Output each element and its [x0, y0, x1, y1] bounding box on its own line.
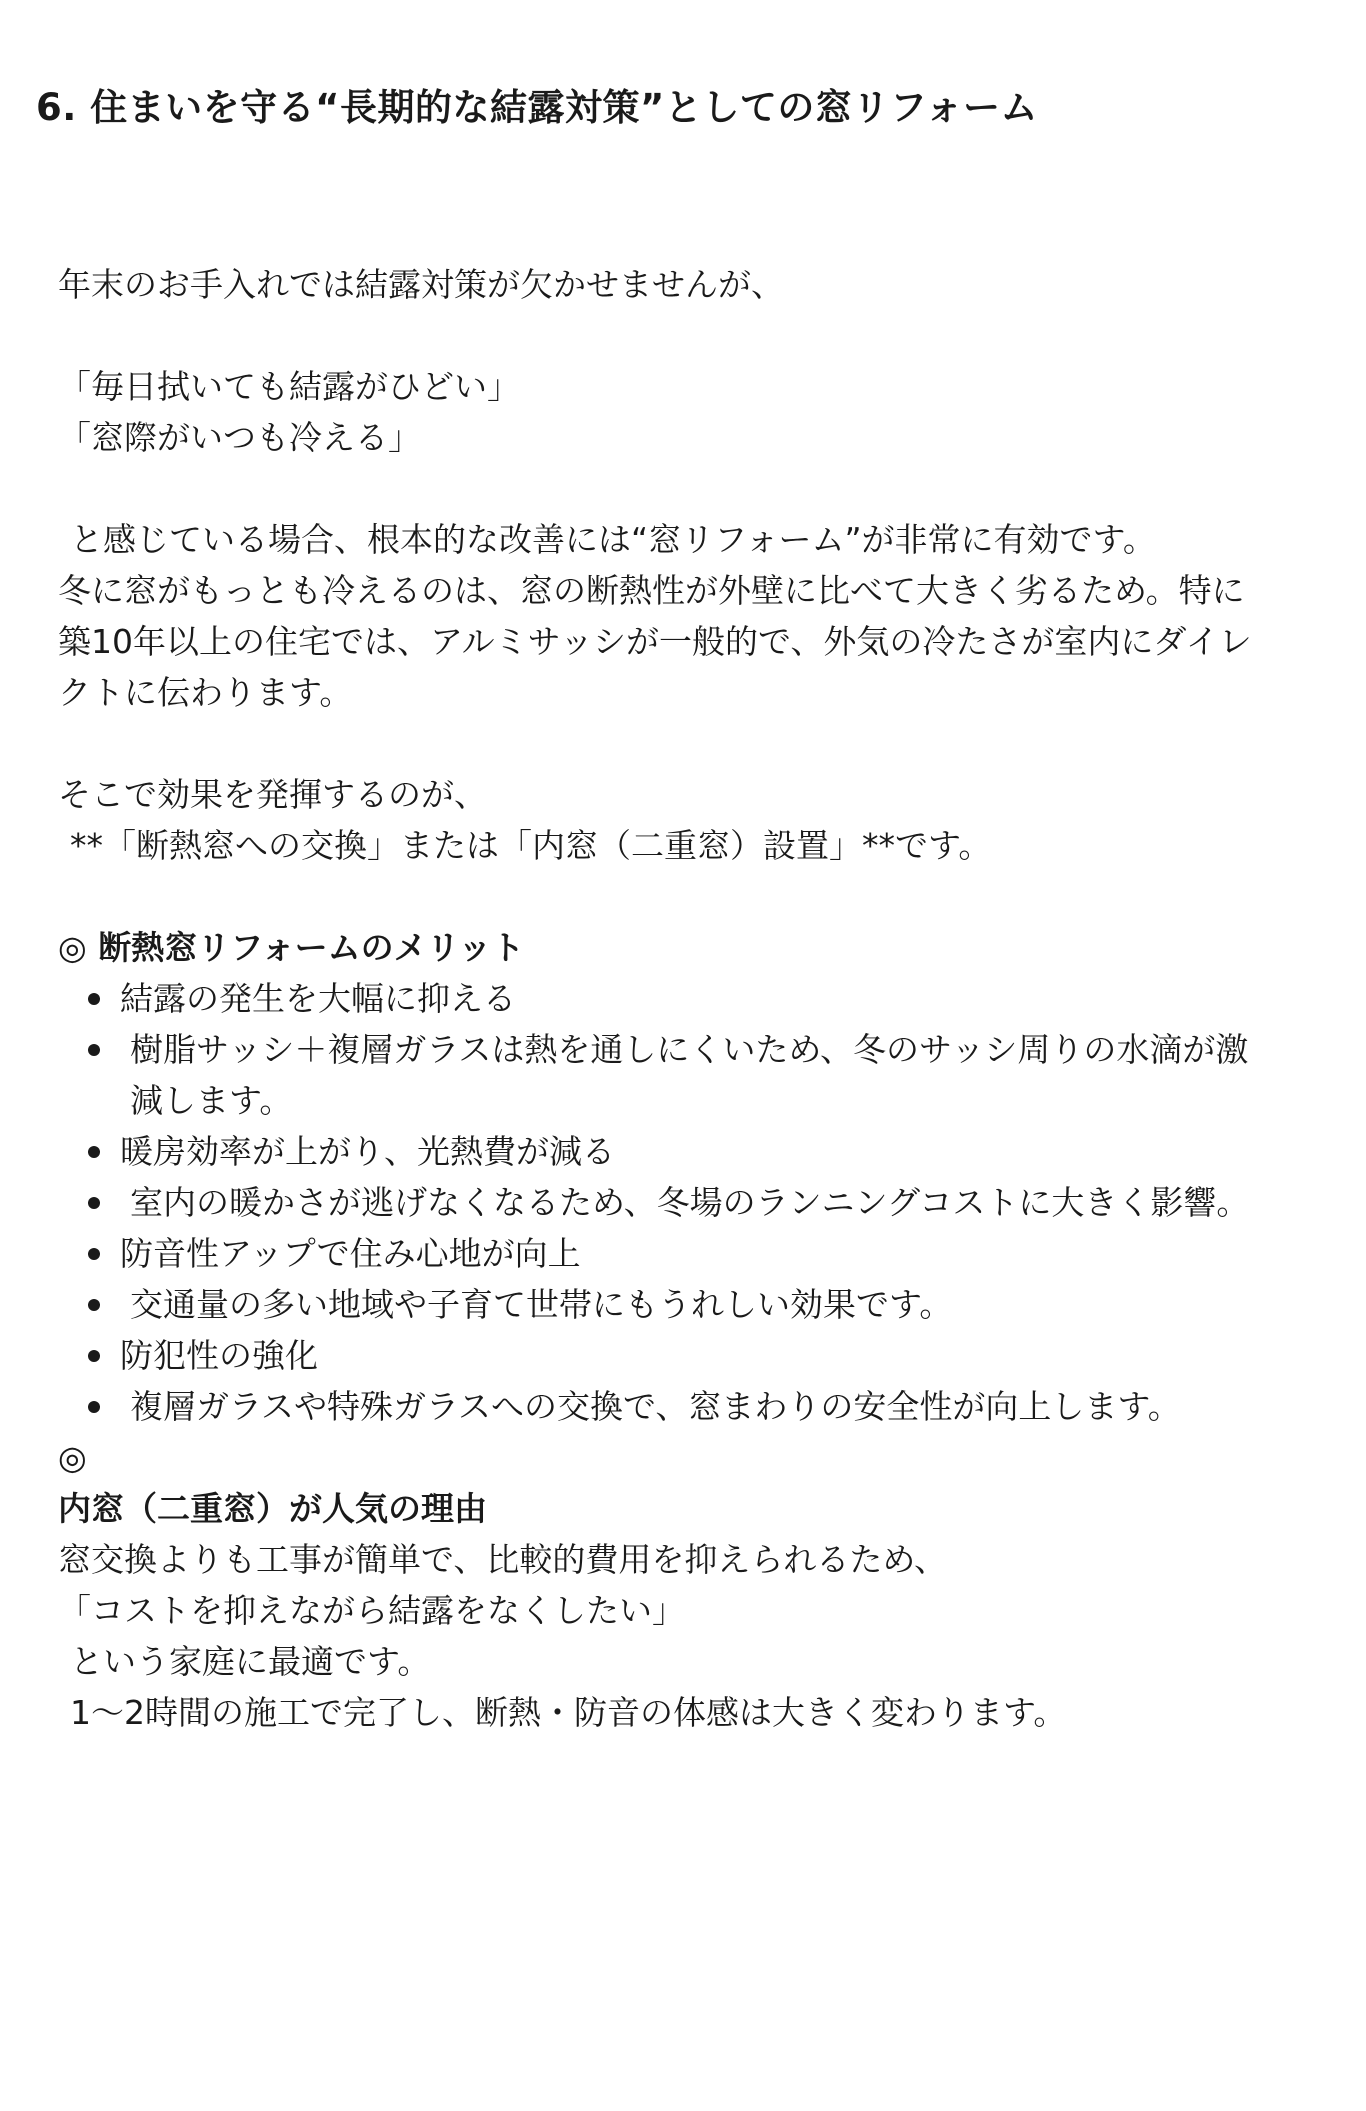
quote-line: 「窓際がいつも冷える」: [58, 418, 421, 457]
section-mark: ◎: [58, 1438, 87, 1477]
spacer: [58, 871, 1258, 922]
merit-description: 室内の暖かさが逃げなくなるため、冬場のランニングコストに大きく影響。: [120, 1177, 1258, 1228]
inner-window-line: という家庭に最適です。: [70, 1642, 431, 1681]
page-title: 6. 住まいを守る“長期的な結露対策”としての窓リフォーム: [36, 86, 1038, 129]
merit-item: 防音性アップで住み心地が向上: [120, 1228, 1258, 1279]
intro-paragraph: 冬に窓がもっとも冷えるのは、窓の断熱性が外壁に比べて大きく劣るため。特に築10年以上の住宅では、アルミサッシが一般的で、外気の冷たさが室内にダイレクトに伝わります。: [58, 571, 1252, 712]
merit-item: 結露の発生を大幅に抑える: [120, 973, 1258, 1024]
merits-heading: ◎ 断熱窓リフォームのメリット: [58, 928, 525, 967]
merit-description: 交通量の多い地域や子育て世帯にもうれしい効果です。: [120, 1279, 1258, 1330]
spacer: [58, 463, 1258, 514]
merits-list: [58, 973, 1258, 1432]
intro-line: 年末のお手入れでは結露対策が欠かせませんが、: [58, 265, 784, 304]
spacer: [58, 310, 1258, 361]
article-body: [58, 259, 1258, 1738]
spacer: [58, 718, 1258, 769]
merit-item: 防犯性の強化: [120, 1330, 1258, 1381]
solution-line: **「断熱窓への交換」または「内窓（二重窓）設置」**です。: [70, 826, 992, 865]
solution-line: そこで効果を発揮するのが、: [58, 775, 487, 814]
intro-paragraph: と感じている場合、根本的な改善には“窓リフォーム”が非常に有効です。: [70, 520, 1156, 559]
inner-window-heading: 内窓（二重窓）が人気の理由: [58, 1489, 487, 1528]
inner-window-line: 窓交換よりも工事が簡単で、比較的費用を抑えられるため、: [58, 1540, 948, 1579]
inner-window-quote: 「コストを抑えながら結露をなくしたい」: [58, 1591, 685, 1630]
merit-item: 暖房効率が上がり、光熱費が減る: [120, 1126, 1258, 1177]
inner-window-line: 1〜2時間の施工で完了し、断熱・防音の体感は大きく変わります。: [70, 1693, 1067, 1732]
quote-line: 「毎日拭いても結露がひどい」: [58, 367, 520, 406]
merit-description: 複層ガラスや特殊ガラスへの交換で、窓まわりの安全性が向上します。: [120, 1381, 1258, 1432]
merit-description: 樹脂サッシ＋複層ガラスは熱を通しにくいため、冬のサッシ周りの水滴が激減します。: [120, 1024, 1258, 1126]
